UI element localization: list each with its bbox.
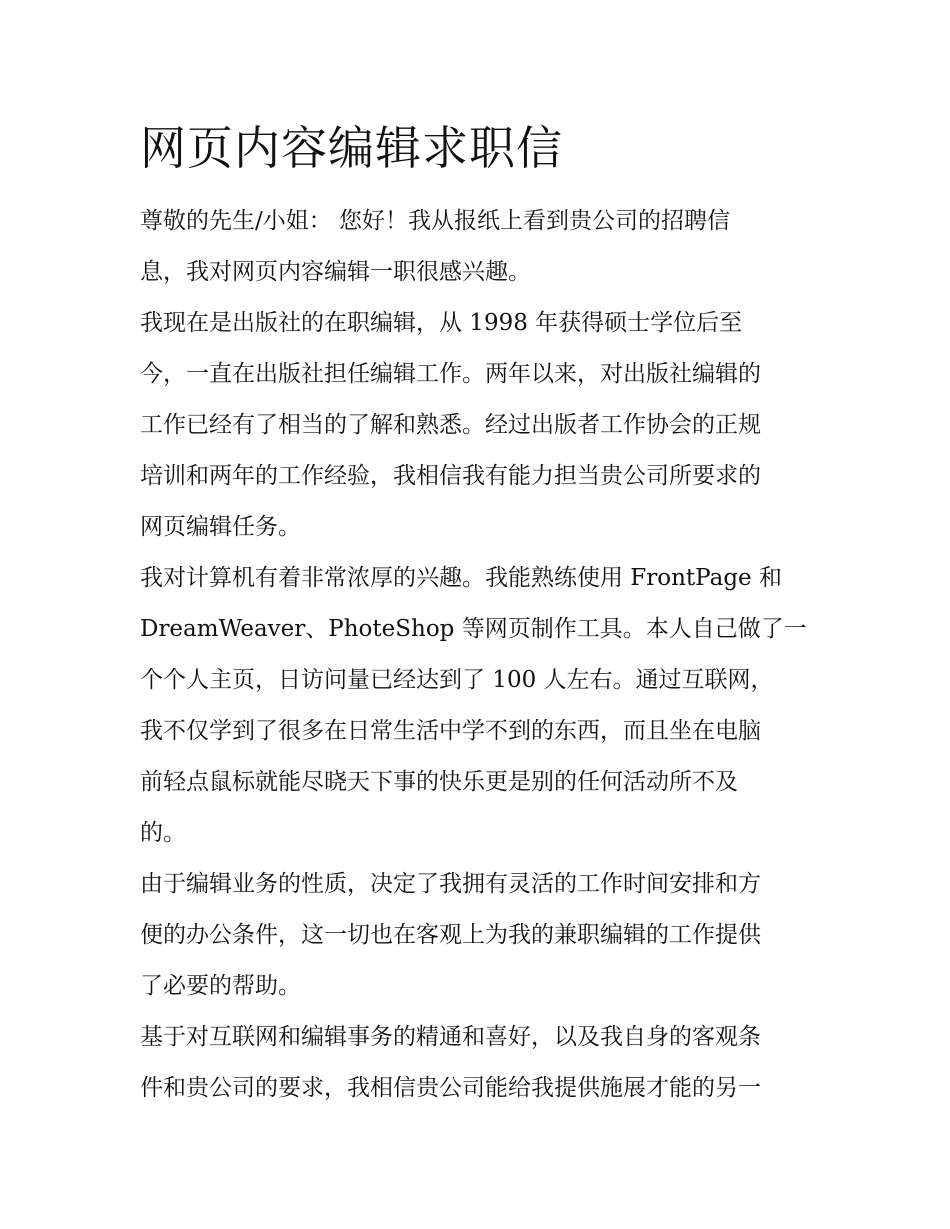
text-line: 的。 [140,820,186,846]
letter-body [140,196,812,1114]
text-line: 基于对互联网和编辑事务的精通和喜好，以及我自身的客观条 [140,1024,761,1050]
text-line: 培训和两年的工作经验，我相信我有能力担当贵公司所要求的 [140,463,761,489]
paragraph-experience [140,298,812,553]
text-line: 了必要的帮助。 [140,973,301,999]
text-line: 我对计算机有着非常浓厚的兴趣。我能熟练使用 FrontPage 和 [140,565,782,591]
paragraph-availability [140,859,812,1012]
paragraph-conclusion [140,1012,812,1114]
text-line: 我现在是出版社的在职编辑，从 1998 年获得硕士学位后至 [140,310,743,336]
text-line: 息，我对网页内容编辑一职很感兴趣。 [140,259,531,285]
text-line: 件和贵公司的要求，我相信贵公司能给我提供施展才能的另一 [140,1075,761,1101]
text-line: 由于编辑业务的性质，决定了我拥有灵活的工作时间安排和方 [140,871,761,897]
text-line: 个个人主页，日访问量已经达到了 100 人左右。通过互联网， [140,667,774,693]
paragraph-greeting [140,196,812,298]
text-line: 网页编辑任务。 [140,514,301,540]
text-line: 工作已经有了相当的了解和熟悉。经过出版者工作协会的正规 [140,412,761,438]
text-line: 前轻点鼠标就能尽晓天下事的快乐更是别的任何活动所不及 [140,769,738,795]
text-line: 尊敬的先生/小姐： 您好！我从报纸上看到贵公司的招聘信 [140,208,731,234]
page-title: 网页内容编辑求职信 [140,121,563,175]
text-line: 便的办公条件，这一切也在客观上为我的兼职编辑的工作提供 [140,922,761,948]
text-line: 今，一直在出版社担任编辑工作。两年以来，对出版社编辑的 [140,361,761,387]
text-line: 我不仅学到了很多在日常生活中学不到的东西，而且坐在电脑 [140,718,761,744]
text-line: DreamWeaver、PhoteShop 等网页制作工具。本人自己做了一 [140,616,807,642]
paragraph-skills [140,553,812,859]
